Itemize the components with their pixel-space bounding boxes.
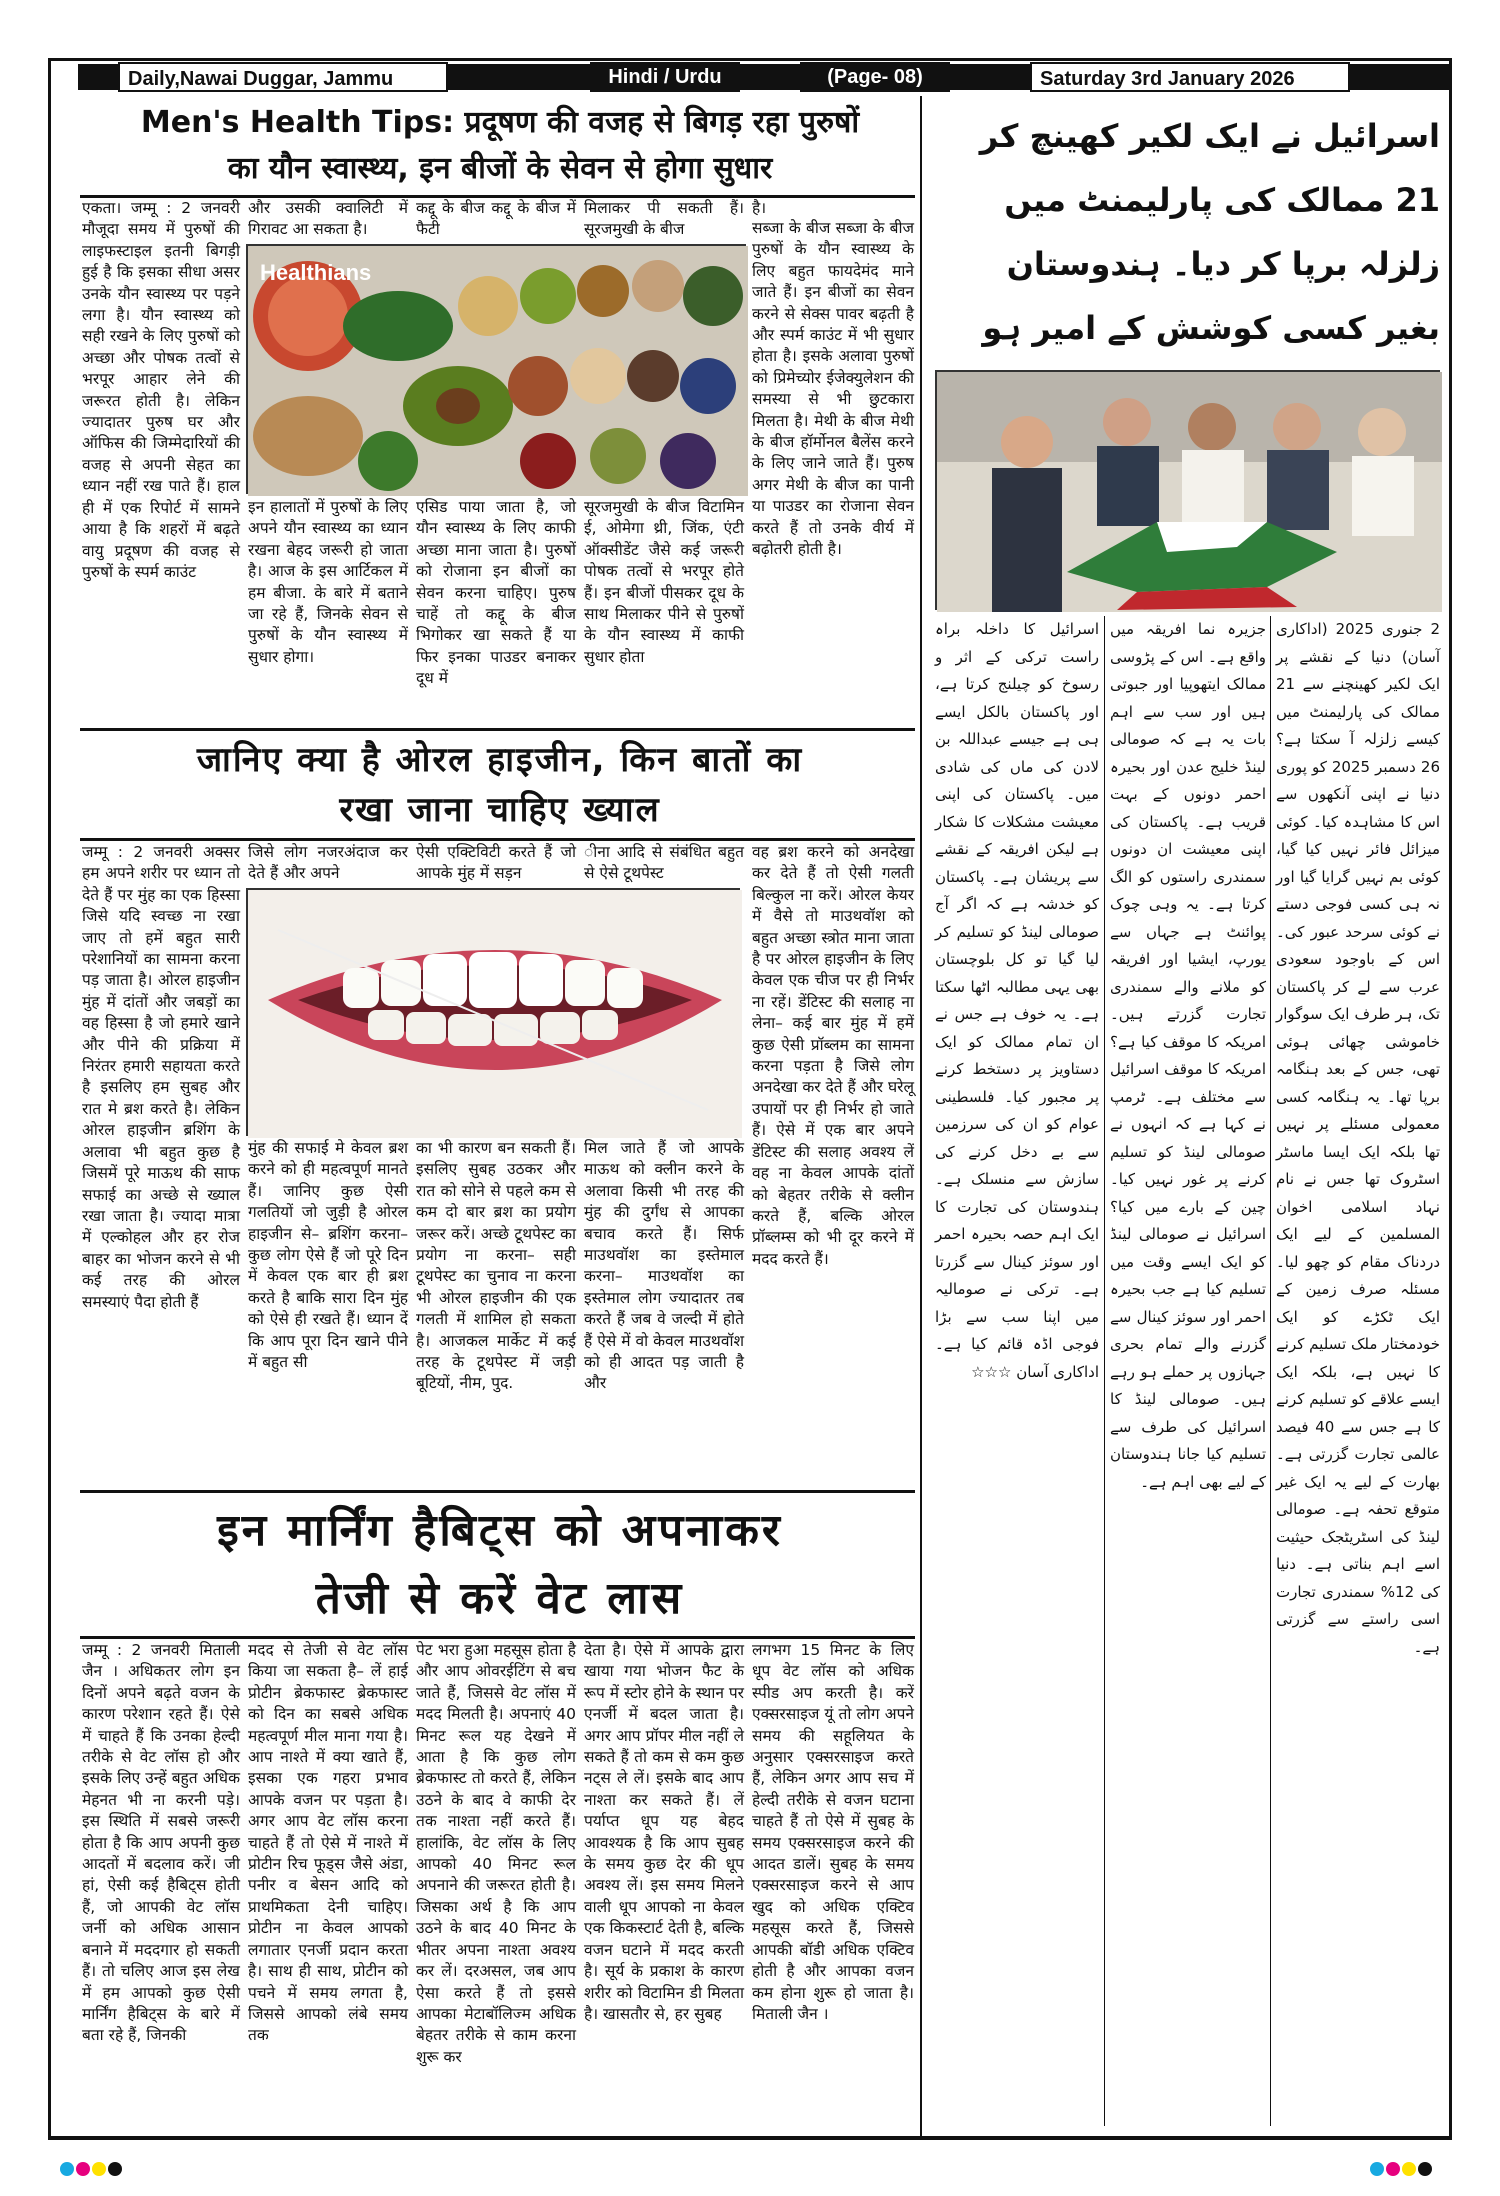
article1-col4: सूरजमुखी के बीज विटामिन ई, ओमेगा थ्री, जिंक, एंटी ऑक्सीडेंट जैसे कई जरूरी पोषक तत्वों से भरपूर होते हैं। इन बीजों पीसकर दूध के साथ मिलाकर पीने से पुरुषों के यौन स्वास्थ्य में काफी सुधार होता [584, 498, 744, 666]
article1-col3: एसिड पाया जाता है, जो यौन स्वास्थ्य के लिए काफी अच्छा माना जाता है। पुरुषों को रोजाना इन बीजों का सेवन करना चाहिए। पुरुष चाहें तो कद्दू के बीज भिगोकर खा सकते हैं या फिर इनका पाउडर बनाकर दूध में [416, 498, 576, 688]
article2-top-rule [80, 728, 915, 731]
yellow-dot [92, 2162, 106, 2176]
article1-food-image [246, 244, 746, 494]
urdu-col-right: 2 جنوری 2025 (اداکاری آسان) دنیا کے نقشے پر ایک لکیر کھینچنے سے 21 ممالک کی پارلیمنٹ میں کیسے زلزلہ آ سکتا ہے؟ 26 دسمبر 2025 کو پوری دنیا نے اپنی آنکھوں سے اس کا مشاہدہ کیا۔ کوئی میزائل فائر نہیں کیا گیا، کوئی بم نہیں گرایا گیا اور نہ ہی کسی فوجی دستے نے کوئی سرحد عبور کی۔ اس کے باوجود سعودی عرب سے لے کر پاکستان تک، ہر طرف ایک سوگوار خاموشی چھائی ہوئی تھی، جس کے بعد ہنگامہ برپا تھا۔ یہ ہنگامہ کسی معمولی مسئلے پر نہیں تھا بلکہ ایک ایسا ماسٹر اسٹروک تھا جس نے نام نہاد اسلامی اخوان المسلمین کے لیے ایک دردناک مقام کو چھو لیا۔ مسئلہ صرف زمین کے ایک ٹکڑے کو ایک خودمختار ملک تسلیم کرنے کا نہیں ہے، بلکہ ایک ایسے علاقے کو تسلیم کرنے کا ہے جس سے 40 فیصد عالمی تجارت گزرتی ہے۔ بھارت کے لیے یہ ایک غیر متوقع تحفہ ہے۔ صومالی لینڈ کی اسٹریٹجک حیثیت اسے اہم بناتی ہے۔ دنیا کی 12% سمندری تجارت اسی راستے سے گزرتی ہے۔ [1276, 620, 1440, 1656]
image-brand-watermark: Healthians [260, 260, 372, 285]
article3-title-line2: तेजी से करें वेट लास [315, 1573, 685, 1624]
urdu-divider-left [1104, 616, 1105, 2126]
article1-col1: एकता। जम्मू : 2 जनवरी मौजूदा समय में पुरुषों की लाइफस्टाइल इतनी बिगड़ी हुई है कि इसका सीधा असर उनके यौन स्वास्थ्य पर पड़ने लगा है। यौन स्वास्थ्य को सही रखने के लिए पुरुषों को अच्छा और पोषक तत्वों से भरपूर आहार लेने की जरूरत होती है। लेकिन ज्यादातर पुरुष घर और ऑफिस की जिम्मेदारियों की वजह से अपनी सेहत का ध्यान नहीं रख पाते हैं। हाल ही में एक रिपोर्ट में सामने आया है कि शहरों में बढ़ते वायु प्रदूषण की वजह से पुरुषों के स्पर्म काउंट [82, 199, 240, 581]
cyan-dot [60, 2162, 74, 2176]
black-dot [1418, 2162, 1432, 2176]
article3-top-rule [80, 1490, 915, 1493]
urdu-leaders-photo [935, 370, 1440, 610]
urdu-col-middle: جزیرہ نما افریقہ میں واقع ہے۔ اس کے پڑوسی ممالک ایتھوپیا اور جبوتی ہیں اور سب سے اہم بات یہ ہے کہ صومالی لینڈ خلیج عدن اور بحیرہ احمر دونوں کے بہت قریب ہے۔ پاکستان کی اپنی معیشت ان دونوں سمندری راستوں کو الگ کرتا ہے۔ یہ وہی چوک پوائنٹ ہے جہاں سے یورپ، ایشیا اور افریقہ کو ملانے والے سمندری تجارت گزرتے ہیں۔ امریکہ کا موقف کیا ہے؟ امریکہ کا موقف اسرائیل سے مختلف ہے۔ ٹرمپ نے کہا ہے کہ انہوں نے صومالی لینڈ کو تسلیم کرنے پر غور نہیں کیا۔ چین کے بارے میں کیا؟ اسرائیل نے صومالی لینڈ کو ایک ایسے وقت میں تسلیم کیا ہے جب بحیرہ احمر اور سوئز کینال سے گزرنے والے تمام بحری جہازوں پر حملے ہو رہے ہیں۔ صومالی لینڈ کا اسرائیل کی طرف سے تسلیم کیا جانا ہندوستان کے لیے بھی اہم ہے۔ [1110, 620, 1266, 1491]
registration-marks-left [60, 2158, 220, 2180]
article3-col5: लगभग 15 मिनट के लिए धूप वेट लॉस को अधिक स्पीड अप करती है। करें एक्सरसाइज यूं तो लोग अपने समय की सहूलियत के अनुसार एक्सरसाइज करते हैं, लेकिन अगर आप सच में हेल्दी तरीके से वजन घटाना चाहते हैं तो ऐसे में सुबह के समय एक्सरसाइज करने की आदत डालें। सुबह के समय एक्सरसाइज करने से आप खुद को अधिक एक्टिव महसूस करते हैं, जिससे आपकी बॉडी अधिक एक्टिव होती है और आपका वजन कम होना शुरू हो जाता है। मिताली जैन । [752, 1641, 914, 2023]
article2-col3-top: ऐसी एक्टिविटी करते हैं जो आपके मुंह में सड़न [416, 843, 576, 883]
article1-col5-top: है। [752, 199, 767, 217]
article1-col4-top: मिलाकर पी सकती हैं। सूरजमुखी के बीज [584, 199, 744, 239]
page-number: (Page- 08) [800, 62, 950, 92]
section-divider [920, 96, 922, 2136]
article3-col3: पेट भरा हुआ महसूस होता है और आप ओवरईटिंग से बच जाते हैं, जिससे वेट लॉस में मदद मिलती है। अपनाएं 40 मिनट रूल यह देखने में आता है कि कुछ लोग ब्रेकफास्ट तो करते हैं, लेकिन उठने के बाद वे काफी देर तक नाश्ता नहीं करते हैं। हालांकि, वेट लॉस के लिए आपको 40 मिनट रूल अपनाने की जरूरत होती है। जिसका अर्थ है कि आप उठने के बाद 40 मिनट के भीतर अपना नाश्ता अवश्य कर लें। दरअसल, जब आप ऐसा करते हैं तो इससे आपका मेटाबॉलिज्म अधिक बेहतर तरीके से काम करना शुरू कर [416, 1641, 576, 2066]
yellow-dot [1402, 2162, 1416, 2176]
article1-title-line2: का यौन स्वास्थ्य, इन बीजों के सेवन से होगा सुधार [227, 151, 773, 186]
article2-col2-top: जिसे लोग नजरअंदाज कर देते हैं और अपने [248, 843, 408, 883]
article3-col2: मदद से तेजी से वेट लॉस किया जा सकता है– लें हाई प्रोटीन ब्रेकफास्ट ब्रेकफास्ट को दिन का सबसे अधिक महत्वपूर्ण मील माना गया है। आप नाश्ते में क्या खाते हैं, इसका एक गहरा प्रभाव आपके वजन पर पड़ता है। अगर आप वेट लॉस करना चाहते हैं तो ऐसे में नाश्ते में प्रोटीन रिच फूड्स जैसे अंडा, पनीर व बेसन आदि को प्राथमिकता देनी चाहिए। प्रोटीन ना केवल आपको लगातार एनर्जी प्रदान करता है। साथ ही साथ, प्रोटीन को पचने में समय लगता है, जिससे आपको लंबे समय तक [248, 1641, 408, 2045]
article1-col3-top: कद्दू के बीज कद्दू के बीज में फैटी [416, 199, 576, 239]
language-label: Hindi / Urdu [590, 62, 740, 92]
article2-col4: मिल जाते हैं जो आपके माऊथ को क्लीन करने के अलावा किसी भी तरह की मुंह की दुर्गंध से आपका बचाव करते हैं। सिर्फ माउथवॉश का इस्तेमाल करना– माउथवॉश का इस्तेमाल लोग ज्यादातर तब करते हैं जब वे जल्दी में होते हैं ऐसे में वो केवल माउथवॉश को ही आदत पड़ जाती है और [584, 1139, 744, 1393]
smile-with-floss-illustration [248, 890, 742, 1138]
black-dot [108, 2162, 122, 2176]
article1-title-line1: Men's Health Tips: प्रदूषण की वजह से बिगड़ रहा पुरुषों [140, 105, 860, 140]
article2-col4-top: ीना आदि से संबंधित बहुत से ऐसे टूथपेस्ट [584, 843, 744, 883]
article3-col1: जम्मू : 2 जनवरी मिताली जैन । अधिकतर लोग इन दिनों अपने बढ़ते वजन के कारण परेशान रहते हैं। ऐसे में चाहते हैं कि उनका हेल्दी तरीके से वेट लॉस हो और इसके लिए उन्हें बहुत अधिक मेहनत भी ना करनी पड़े। इस स्थिति में सबसे जरूरी होता है कि आप अपनी कुछ आदतों में बदलाव करें। जी हां, ऐसी कई हैबिट्स होती हैं, जो आपकी वेट लॉस जर्नी को अधिक आसान बनाने में मददगार हो सकती हैं। तो चलिए आज इस लेख में हम आपको कुछ ऐसी मार्निंग हैबिट्स के बारे में बता रहे हैं, जिनकी [82, 1641, 240, 2045]
article3-rule [80, 1636, 915, 1639]
cyan-dot [1370, 2162, 1384, 2176]
footer-rule [48, 2136, 1452, 2139]
magenta-dot [1386, 2162, 1400, 2176]
leaders-with-map-illustration [937, 372, 1442, 612]
article2-col3: का भी कारण बन सकती हैं। इसलिए सुबह उठकर और रात को सोने से पहले कम से कम दो बार ब्रश का प्रयोग जरूर करें। अच्छे टूथपेस्ट का प्रयोग ना करना– सही टूथपेस्ट का चुनाव ना करना भी ओरल हाइजीन की एक गलती में शामिल हो सकता है। आजकल मार्केट में कई तरह के टूथपेस्ट में जड़ी बूटियों, नीम, पुद. [416, 1139, 576, 1393]
article1-col2-top: और उसकी क्वालिटी में गिरावट आ सकता है। [248, 199, 408, 239]
article2-col5: वह ब्रश करने को अनदेखा कर देते हैं तो ऐसी गलती बिल्कुल ना करें। ओरल केयर में वैसे तो माउथवॉश को बहुत अच्छा स्त्रोत माना जाता है पर ओरल हाइजीन के लिए केवल एक चीज पर ही निर्भर ना रहें। डेंटिस्ट की सलाह ना लेना– कई बार मुंह में हमें कुछ ऐसी प्रॉब्लम का सामना करना पड़ता है जिसे लोग अनदेखा कर देते हैं और घरेलू उपायों पर ही निर्भर हो जाते हैं। ऐसे में एक बार अपने डेंटिस्ट की सलाह अवश्य लें वह ना केवल आपके दांतों को बेहतर तरीके से क्लीन करते हैं, बल्कि ओरल प्रॉब्लम्स को भी दूर करने में मदद करते हैं। [752, 843, 914, 1268]
article1-col5: सब्जा के बीज सब्जा के बीज पुरुषों के यौन स्वास्थ्य के लिए बहुत फायदेमंद माने जाते हैं। इन बीजों का सेवन करने से सेक्स पावर बढ़ती है और स्पर्म काउंट में भी सुधार होता है। इसके अलावा पुरुषों को प्रिमेच्योर ईजेक्युलेशन की समस्या से भी छुटकारा मिलता है। मेथी के बीज मेथी के बीज हॉर्मोनल बैलेंस करने के लिए जाने जाते हैं। पुरुष अगर मेथी के बीज का पानी या पाउडर का रोजाना सेवन करते हैं तो उनके वीर्य में बढ़ोतरी होती है। [752, 219, 914, 559]
article2-rule [80, 838, 915, 841]
article2-col1: जम्मू : 2 जनवरी अक्सर हम अपने शरीर पर ध्यान तो देते हैं पर मुंह का एक हिस्सा जिसे यदि स्वच्छ ना रखा जाए तो हमें बहुत सारी परेशानियों का सामना करना पड़ जाता है। ओरल हाइजीन मुंह में दांतों और जबड़ों का वह हिस्सा है जो हमारे खाने और पीने की प्रक्रिया में निरंतर हमारी सहायता करते है इसलिए हम सुबह और रात मे ब्रश करते है। लेकिन ओरल हाइजीन ब्रशिंग के अलावा भी बहुत कुछ है जिसमें पूरे माऊथ की साफ सफाई का अच्छे से ख्याल रखा जाता है। ज्यादा मात्रा में एल्कोहल और हर रोज बाहर का भोजन करने से भी कई तरह की ओरल समस्याएं पैदा होती हैं [82, 843, 240, 1311]
article3-title-line1: इन मार्निंग हैबिट्स को अपनाकर [217, 1505, 783, 1556]
urdu-col-left: اسرائیل کا داخلہ براہ راست ترکی کے اثر و رسوخ کو چیلنج کرتا ہے، اور پاکستان بالکل ایسے ہی ہے جیسے عبداللہ بن لادن کی ماں کی شادی میں۔ پاکستان کی اپنی معیشت مشکلات کا شکار ہے لیکن افریقہ کے نقشے سے پریشان ہے۔ پاکستان کو خدشہ ہے کہ اگر آج صومالی لینڈ کو تسلیم کر لیا گیا تو کل بلوچستان بھی یہی مطالبہ اٹھا سکتا ہے۔ یہ خوف ہے جس نے ان تمام ممالک کو ایک دستاویز پر دستخط کرنے پر مجبور کیا۔ فلسطینی عوام کو ان کی سرزمین سے بے دخل کرنے کی سازش سے منسلک ہے۔ ہندوستان کی تجارت کا ایک اہم حصہ بحیرہ احمر اور سوئز کینال سے گزرتا ہے۔ ترکی نے صومالیہ میں اپنا سب سے بڑا فوجی اڈہ قائم کیا ہے۔ اداکاری آسان ☆☆☆ [935, 620, 1099, 1381]
article2-title-line1: जानिए क्या है ओरल हाइजीन, किन बातों का [196, 740, 804, 780]
registration-marks-right [1370, 2158, 1470, 2180]
paper-name: Daily,Nawai Duggar, Jammu [118, 62, 448, 92]
article2-col2: मुंह की सफाई मे केवल ब्रश करने को ही महत्वपूर्ण मानते हैं। जानिए कुछ ऐसी गलतियों जो जुड़ी है ओरल हाइजीन से– ब्रशिंग करना– कुछ लोग ऐसे हैं जो पूरे दिन में केवल एक बार ही ब्रश करते है बाकि सारा दिन मुंह को ऐसे ही रखते हैं। ध्यान दें कि आप पूरा दिन खाने पीने में बहुत सी [248, 1139, 408, 1372]
article2-title-line2: रखा जाना चाहिए ख्याल [339, 790, 661, 830]
article2-teeth-image [246, 888, 740, 1136]
article3-col4: देता है। ऐसे में आपके द्वारा खाया गया भोजन फैट के रूप में स्टोर होने के स्थान पर एनर्जी में बदल जाता है। अगर आप प्रॉपर मील नहीं ले सकते हैं तो कम से कम कुछ नट्स ले लें। इसके बाद आप नाश्ता कर सकते हैं। लें पर्याप्त धूप यह बेहद आवश्यक है कि आप सुबह के समय कुछ देर की धूप अवश्य लें। इस समय मिलने वाली धूप आपको ना केवल एक किकस्टार्ट देती है, बल्कि वजन घटाने में मदद करती है। सूर्य के प्रकाश के कारण शरीर को विटामिन डी मिलता है। खासतौर से, हर सुबह [584, 1641, 745, 2023]
article1-col2: इन हालातों में पुरुषों के लिए अपने यौन स्वास्थ्य का ध्यान रखना बेहद जरूरी हो जाता है। आज के इस आर्टिकल में हम बीजा. के बारे में बताने जा रहे हैं, जिनके सेवन से पुरुषों के यौन स्वास्थ्य में सुधार होगा। [248, 498, 408, 666]
magenta-dot [76, 2162, 90, 2176]
urdu-divider-right [1270, 616, 1271, 2126]
issue-date: Saturday 3rd January 2026 [1030, 62, 1350, 92]
urdu-headline: اسرائیل نے ایک لکیر کھینچ کر 21 ممالک کی پارلیمنٹ میں زلزلہ برپا کر دیا۔ ہندوستان بغیر کسی کوشش کے امیر ہو [979, 117, 1440, 347]
